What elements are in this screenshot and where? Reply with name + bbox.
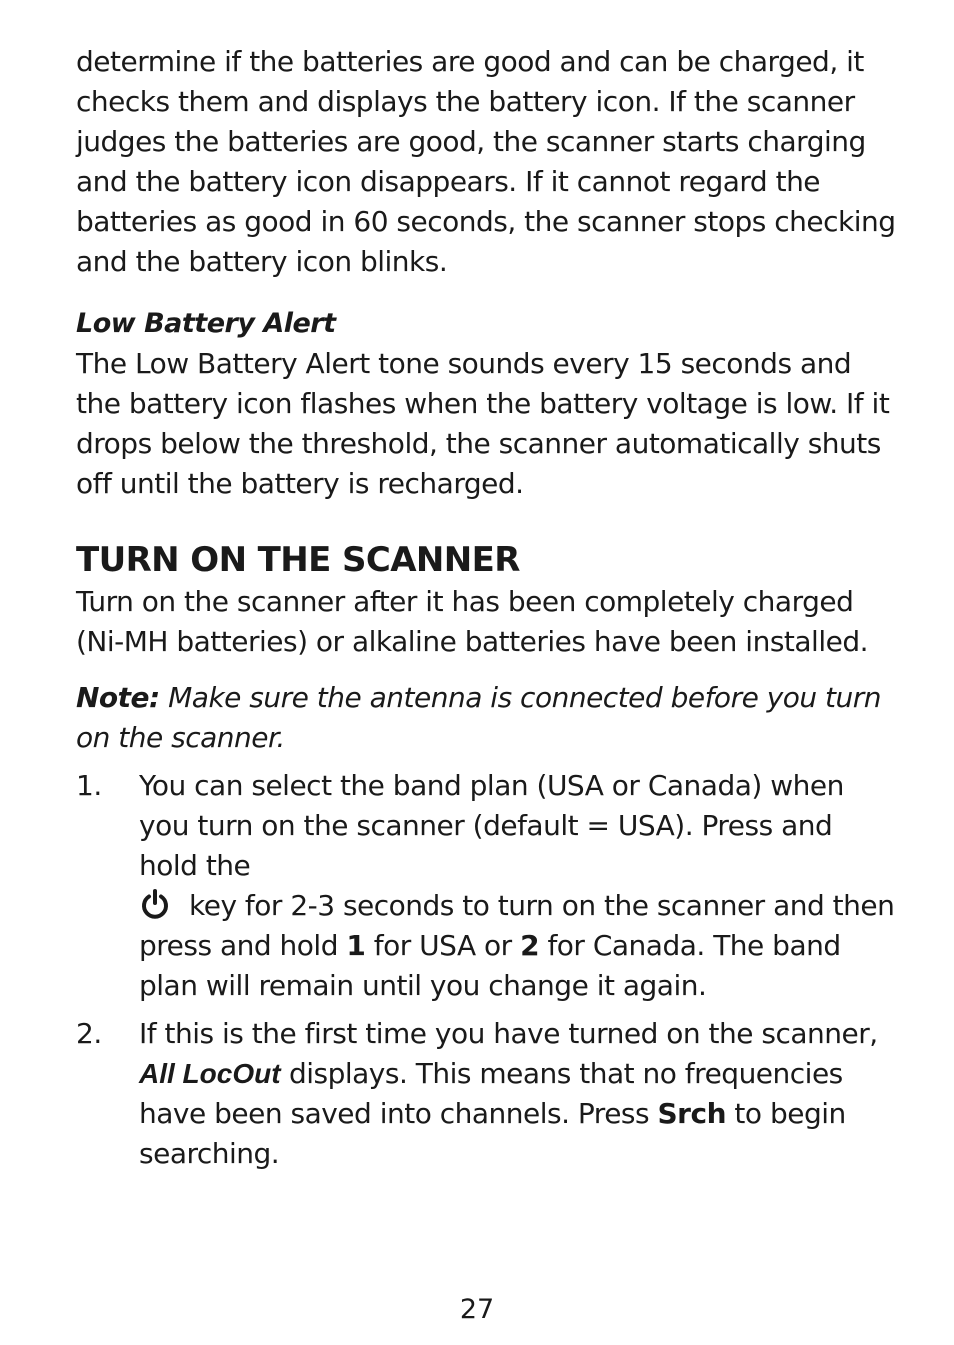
low-battery-paragraph: The Low Battery Alert tone sounds every 15 seconds and the battery icon flashes when the battery voltage is low. If it drops below the threshold, the scanner automatically shuts off until the battery is recharged. [76,347,890,500]
steps-list [76,766,896,1174]
page-number: 27 [459,1294,495,1325]
step-text: key for 2-3 seconds to turn on the scanner and then press and hold [139,889,895,962]
section-title: TURN ON THE SCANNER [76,540,520,580]
step-number: 2. [76,1017,102,1050]
step-text: for USA or [365,929,521,962]
key-label: 2 [520,929,540,962]
key-label: 1 [346,929,366,962]
note-text: Make sure the antenna is connected before you turn on the scanner. [76,681,882,754]
low-battery-heading: Low Battery Alert [76,308,336,339]
note [76,678,896,758]
step-text: displays. This means that no frequencies have been saved into channels. Press [139,1057,843,1130]
step-text: If this is the first time you have turned on the scanner, [139,1017,878,1050]
step-text: You can select the band plan (USA or Canada) when you turn on the scanner (default = USA). Press and hold the [139,769,844,882]
step-number: 1. [76,769,102,802]
note-label: Note: [76,681,160,714]
step-text: for Canada. The band plan will remain until you change it again. [139,929,841,1002]
manual-page [76,42,896,1182]
intro-paragraph: determine if the batteries are good and can be charged, it checks them and displays the battery icon. If the scanner judges the batteries are good, the scanner starts charging and the battery icon disappears. If it cannot regard the batteries as good in 60 seconds, the scanner stops checking and the battery icon blinks. [76,45,896,278]
list-item [76,1014,896,1174]
turn-on-paragraph: Turn on the scanner after it has been completely charged (Ni-MH batteries) or alkaline batteries have been installed. [76,585,869,658]
power-icon [139,888,171,920]
list-item [76,766,896,1006]
step-text: to begin searching. [139,1097,846,1170]
key-label: Srch [657,1097,727,1130]
display-text: All LocOut [139,1058,281,1089]
